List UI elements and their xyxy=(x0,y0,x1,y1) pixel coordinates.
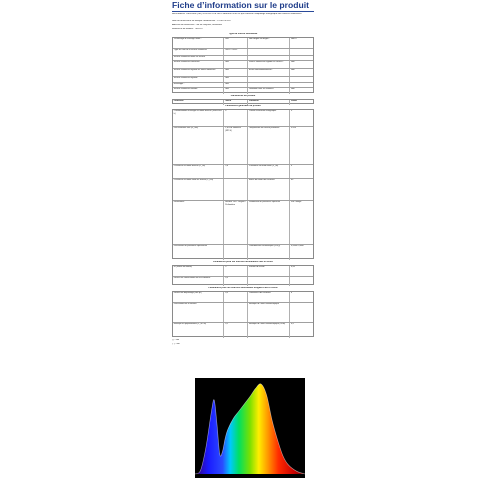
table-cell: Cohérence des couleurs xyxy=(247,292,289,302)
table-cell: Non xyxy=(223,61,247,68)
table-cell: Enveloppe : xyxy=(173,83,185,86)
table-cell: 0,9 xyxy=(223,277,247,286)
table-cell: Utilisation avec un variateur xyxy=(247,88,289,94)
section-title-general: Paramètres généraux du produit xyxy=(225,105,261,107)
light-source-type-table xyxy=(172,37,314,93)
supplier-address: Adresse du fournisseur : No 88 Guiyuan, Shenzhen xyxy=(172,24,222,26)
table-row xyxy=(173,178,313,200)
table-cell: Fluctuations de la lumière xyxy=(173,303,197,306)
table-cell: 0,4440 0,4040 xyxy=(289,245,313,260)
table-row xyxy=(173,126,313,164)
table-cell: Source lumineuse réglable en haute luminance xyxy=(173,69,216,72)
table-cell xyxy=(289,277,313,286)
table-cell: Déclaration de puissance équivalente xyxy=(173,245,208,248)
table-row xyxy=(173,110,313,126)
table-cell: F xyxy=(289,110,313,126)
table-cell: Classe d’efficacité énergétique xyxy=(247,110,289,126)
table-cell: Hauteur 100 / Largeur / Profondeur xyxy=(223,201,247,244)
table-cell: Indice de rendu des couleurs xyxy=(247,179,289,200)
table-cell: Non xyxy=(223,77,247,82)
table-cell: Source lumineuse connectée xyxy=(173,61,200,64)
column-header: Paramètre xyxy=(247,100,289,105)
table-cell: Température de couleur proximale xyxy=(247,127,289,164)
led-params-table xyxy=(172,265,314,285)
table-cell: Rf (indice de fidélité) xyxy=(173,266,193,269)
section-title-type: Type de source lumineuse xyxy=(228,33,258,35)
table-cell: LED xyxy=(223,38,247,48)
section-title-led: Paramètres pour les sources lumineuses LED et OLED xyxy=(213,261,273,263)
table-cell: Facteur de conservation du flux lumineux xyxy=(173,277,211,280)
section-title-dls: Paramètres pour les sources lumineuses dirigées LED et OLED xyxy=(208,287,278,289)
footnote: (*) : non xyxy=(172,339,180,341)
table-cell: Non xyxy=(223,88,247,94)
table-cell: 0,4 xyxy=(289,323,313,338)
spectrum-svg xyxy=(195,378,305,478)
table-cell: Dimensions xyxy=(173,201,185,204)
table-cell: Métrique de l’effet stroboscopique (SVM) xyxy=(247,323,289,338)
table-cell: 0,1 xyxy=(223,323,247,338)
table-header-row xyxy=(173,100,313,105)
product-information-sheet xyxy=(172,0,314,352)
table-row xyxy=(173,200,313,244)
directional-params-table xyxy=(172,291,314,337)
column-header: Valeur xyxy=(223,100,247,105)
table-cell: Source lumineuse reliée au secteur xyxy=(173,56,206,59)
table-cell: NMLS xyxy=(289,38,313,48)
table-cell: Source lumineuse variable xyxy=(173,88,198,91)
table-row xyxy=(173,322,313,338)
table-cell: Métrique du papillotement (P_st LM) xyxy=(173,323,207,326)
table-cell: Source lumineuse réglable en couleur : xyxy=(247,61,289,68)
regulation-reference: RÈGLEMENT DÉLÉGUÉ (UE) 2019/2015 DE LA COMMISSION en ce qui concerne l’étiquetage énergétique des sources lumineuses xyxy=(172,13,302,15)
table-cell: 5,8 xyxy=(223,165,247,178)
table-cell: Distribution de puissance spectrale xyxy=(247,201,289,244)
table-row xyxy=(173,276,313,286)
table-cell: 6 xyxy=(289,292,313,302)
table-cell: 80 xyxy=(289,179,313,200)
table-row xyxy=(173,60,313,68)
model-reference: Référence du modèle : T8ZK10 xyxy=(172,28,203,30)
table-cell: Facteur de survie xyxy=(247,266,289,276)
spectral-power-distribution-chart xyxy=(195,378,305,478)
table-cell: 1,8 Flux lumineux (NTLS) xyxy=(223,127,247,164)
table-row xyxy=(173,87,313,94)
table-cell: Non xyxy=(289,69,313,76)
table-cell xyxy=(223,179,247,200)
table-cell: GU10 / GX53 xyxy=(223,49,247,55)
table-cell: Type de culot de la source lumineuse xyxy=(173,49,207,52)
table-cell: Voir l’image xyxy=(289,201,313,244)
table-cell: Facteur de déphasage (cos φ1) xyxy=(173,292,202,295)
table-row xyxy=(173,38,313,48)
params-header-table xyxy=(172,99,314,104)
table-cell: 0,96 xyxy=(289,266,313,276)
table-cell: Écran anti-éblouissement : xyxy=(247,69,289,76)
table-row xyxy=(173,292,313,302)
table-cell: Non xyxy=(223,69,247,76)
table-cell: Non xyxy=(223,83,247,87)
table-cell: Technologie d’éclairage utilisé : xyxy=(173,38,202,41)
column-header: Paramètre xyxy=(173,100,184,103)
table-cell: 9 xyxy=(223,266,247,276)
section-title-params: Paramètres du produit xyxy=(230,95,256,97)
table-cell: Puissance en mode veille en réseau (P_net) xyxy=(173,179,214,182)
column-header: Valeur xyxy=(289,100,313,105)
footnote: (**) : voir xyxy=(172,343,180,345)
table-row xyxy=(173,48,313,55)
table-cell: Source lumineuse réglable xyxy=(173,77,198,80)
table-cell: 0,5 xyxy=(223,292,247,302)
table-row xyxy=(173,68,313,76)
table-cell: 8 xyxy=(223,110,247,126)
table-cell: Non xyxy=(289,61,313,68)
table-cell xyxy=(223,303,247,322)
table-cell: Non dirigée ou dirigée : xyxy=(247,38,289,48)
table-cell: Puissance en mode marche (P_on) xyxy=(173,165,206,168)
table-cell: 3 000 xyxy=(289,127,313,164)
table-cell xyxy=(247,277,289,286)
table-cell: Consommation d’énergie en mode marche (kWh/1000 h) xyxy=(173,110,222,115)
table-row xyxy=(173,302,313,322)
table-row xyxy=(173,164,313,178)
table-row xyxy=(173,244,313,260)
general-params-table xyxy=(172,109,314,259)
table-cell: Puissance en mode veille (P_sb) xyxy=(247,165,289,178)
title-divider xyxy=(172,11,314,12)
table-cell: Coordonnées chromatiques (x et y) xyxy=(247,245,289,260)
table-cell: Flux lumineux utile (Φ_use) xyxy=(173,127,199,130)
table-cell: Métrique de l’effet stroboscopique xyxy=(247,303,289,322)
table-cell: 0 xyxy=(289,165,313,178)
table-row xyxy=(173,266,313,276)
page-title: Fiche d’information sur le produit xyxy=(172,0,310,10)
table-cell xyxy=(223,245,247,260)
table-cell: Non xyxy=(289,88,313,94)
supplier-name: Nom du fournisseur ou marque commerciale : YOUKOK-XUT xyxy=(172,20,232,22)
table-cell xyxy=(289,303,313,322)
